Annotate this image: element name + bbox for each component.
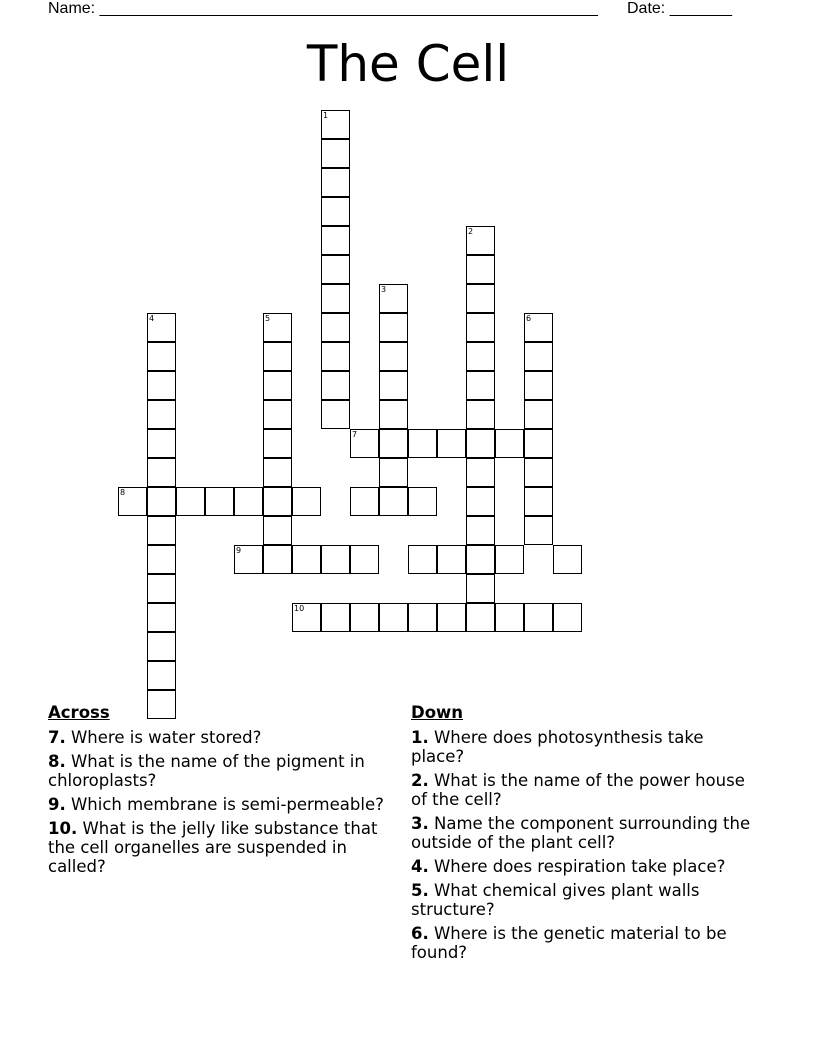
grid-cell[interactable] [321,371,350,400]
grid-cell[interactable] [263,458,292,487]
grid-cell[interactable] [466,400,495,429]
grid-cell[interactable] [437,429,466,458]
clue-text: What chemical gives plant walls structure? [411,881,700,919]
clue-label-number: 4. [411,857,429,876]
clue-label-number: 7. [48,728,66,747]
grid-cell[interactable] [321,197,350,226]
grid-cell[interactable] [495,603,524,632]
grid-cell[interactable] [147,458,176,487]
grid-cell[interactable] [263,342,292,371]
clue-label-number: 3. [411,814,429,833]
grid-cell[interactable] [263,429,292,458]
grid-cell[interactable] [379,313,408,342]
grid-cell[interactable] [292,487,321,516]
grid-cell[interactable] [466,255,495,284]
clue-number: 6 [526,314,532,323]
grid-cell[interactable] [408,429,437,458]
grid-cell[interactable] [524,516,553,545]
clue-text: What is the jelly like substance that the cell organelles are suspended in called? [48,819,378,876]
grid-cell[interactable] [147,487,176,516]
clue-label-number: 8. [48,752,66,771]
grid-cell[interactable] [524,342,553,371]
clue-text: Where does photosynthesis take place? [411,728,704,766]
grid-cell[interactable] [147,661,176,690]
grid-cell[interactable] [147,342,176,371]
clue-label-number: 10. [48,819,78,838]
page-title: The Cell [306,35,510,93]
grid-cell[interactable] [147,545,176,574]
grid-cell[interactable] [466,574,495,603]
down-clue [411,814,761,852]
clue-number: 9 [236,546,242,555]
grid-cell[interactable] [234,545,263,574]
grid-cell[interactable] [350,603,379,632]
grid-cell[interactable] [495,429,524,458]
grid-cell[interactable] [147,313,176,342]
grid-cell[interactable] [321,342,350,371]
clue-label-number: 6. [411,924,429,943]
clue-label-number: 9. [48,795,66,814]
grid-cell[interactable] [321,603,350,632]
grid-cell[interactable] [524,429,553,458]
grid-cell[interactable] [147,603,176,632]
grid-cell[interactable] [292,603,321,632]
grid-cell[interactable] [321,255,350,284]
grid-cell[interactable] [379,342,408,371]
clue-text: What is the name of the power house of the cell? [411,771,745,809]
clue-number: 7 [352,430,358,439]
grid-cell[interactable] [147,429,176,458]
across-heading: Across [48,703,110,722]
grid-cell[interactable] [263,371,292,400]
grid-cell[interactable] [466,342,495,371]
grid-cell[interactable] [524,487,553,516]
clue-text: Which membrane is semi-permeable? [65,795,384,814]
grid-cell[interactable] [408,545,437,574]
grid-cell[interactable] [147,574,176,603]
grid-cell[interactable] [234,487,263,516]
down-clues [411,703,761,967]
grid-cell[interactable] [524,458,553,487]
grid-cell[interactable] [147,400,176,429]
grid-cell[interactable] [350,487,379,516]
grid-cell[interactable] [553,545,582,574]
grid-cell[interactable] [321,400,350,429]
across-clues [48,703,398,881]
down-clue [411,924,761,962]
grid-cell[interactable] [466,313,495,342]
grid-cell[interactable] [524,400,553,429]
grid-cell[interactable] [437,545,466,574]
grid-cell[interactable] [524,603,553,632]
clue-number: 1 [323,111,329,120]
clue-label-number: 5. [411,881,429,900]
down-heading: Down [411,703,464,722]
down-clue [411,771,761,809]
clue-text: Where is water stored? [65,728,262,747]
grid-cell[interactable] [495,545,524,574]
grid-cell[interactable] [263,487,292,516]
grid-cell[interactable] [379,458,408,487]
clue-text: Name the component surrounding the outside of the plant cell? [411,814,751,852]
grid-cell[interactable] [466,516,495,545]
grid-cell[interactable] [466,284,495,313]
grid-cell[interactable] [408,603,437,632]
grid-cell[interactable] [466,429,495,458]
grid-cell[interactable] [350,545,379,574]
clue-number: 3 [381,285,387,294]
clue-label-number: 1. [411,728,429,747]
across-clue [48,752,398,790]
clue-number: 4 [149,314,155,323]
grid-cell[interactable] [321,139,350,168]
clue-number: 5 [265,314,271,323]
clue-number: 2 [468,227,474,236]
grid-cell[interactable] [321,168,350,197]
down-clue [411,857,761,876]
grid-cell[interactable] [379,284,408,313]
grid-cell[interactable] [437,603,466,632]
grid-cell[interactable] [321,313,350,342]
down-clue-list [411,728,761,962]
grid-cell[interactable] [263,313,292,342]
grid-cell[interactable] [408,487,437,516]
clue-text: Where is the genetic material to be found? [411,924,727,962]
grid-cell[interactable] [176,487,205,516]
grid-cell[interactable] [466,458,495,487]
grid-cell[interactable] [379,487,408,516]
grid-cell[interactable] [118,487,147,516]
grid-cell[interactable] [321,226,350,255]
grid-cell[interactable] [524,371,553,400]
grid-cell[interactable] [379,603,408,632]
grid-cell[interactable] [321,284,350,313]
clue-text: Where does respiration take place? [428,857,726,876]
grid-cell[interactable] [263,400,292,429]
clue-number: 10 [294,604,305,613]
grid-cell[interactable] [205,487,234,516]
date-field-label: Date: _______ [627,0,732,17]
grid-cell[interactable] [292,545,321,574]
clue-number: 8 [120,488,126,497]
across-clue [48,728,398,747]
grid-cell[interactable] [466,545,495,574]
across-clue-list [48,728,398,876]
grid-cell[interactable] [147,516,176,545]
clue-label-number: 2. [411,771,429,790]
grid-cell[interactable] [379,429,408,458]
across-clue [48,795,398,814]
down-clue [411,881,761,919]
grid-cell[interactable] [553,603,582,632]
grid-cell[interactable] [466,226,495,255]
clue-text: What is the name of the pigment in chloroplasts? [48,752,365,790]
grid-cell[interactable] [321,110,350,139]
grid-cell[interactable] [147,632,176,661]
grid-cell[interactable] [466,371,495,400]
grid-cell[interactable] [350,429,379,458]
grid-cell[interactable] [524,313,553,342]
grid-cell[interactable] [263,545,292,574]
across-clue [48,819,398,876]
down-clue [411,728,761,766]
grid-cell[interactable] [263,516,292,545]
grid-cell[interactable] [147,371,176,400]
grid-cell[interactable] [321,545,350,574]
grid-cell[interactable] [466,487,495,516]
grid-cell[interactable] [379,371,408,400]
grid-cell[interactable] [466,603,495,632]
name-field-label: Name: ________________________________________________________ [48,0,598,17]
grid-cell[interactable] [379,400,408,429]
